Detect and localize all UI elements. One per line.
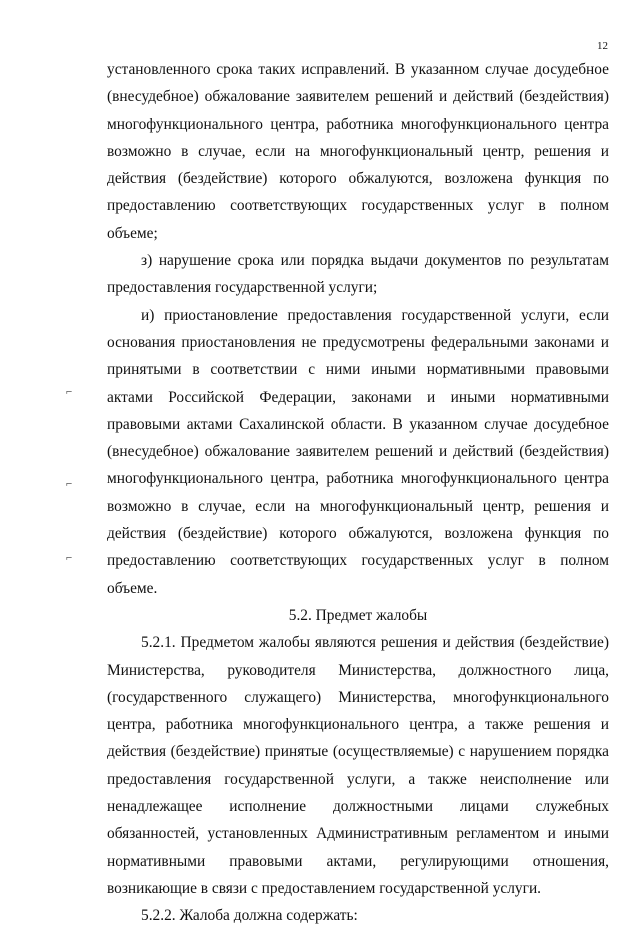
paragraph-5-2-2: 5.2.2. Жалоба должна содержать: [141, 907, 358, 925]
section-heading: 5.2. Предмет жалобы [288, 606, 428, 624]
page-number: 12 [597, 40, 608, 52]
margin-mark: ⌐ [66, 478, 73, 490]
document-body [107, 56, 609, 930]
margin-mark: ⌐ [66, 552, 73, 564]
paragraph-continuation: установленного срока таких исправлений. В указанном случае досудебное (внесудебное) обжалование заявителем решений и действий (бездействия) многофункционального центра, работника многофункционального центра возможно в случае, если на многофункциональный центр, решения и действия (бездействие) которого обжалуются, возложена функция по предоставлению соответствующих государственных услуг в полном объеме; [107, 61, 609, 242]
paragraph-item-i: и) приостановление предоставления государственной услуги, если основания приостановления не предусмотрены федеральными законами и принятыми в соответствии с ними иными нормативными правовыми актами Российской Федерации, законами и иными нормативными правовыми актами Сахалинской области. В указанном случае досудебное (внесудебное) обжалование заявителем решений и действий (бездействия) многофункционального центра, работника многофункционального центра возможно в случае, если на многофункциональный центр, решения и действия (бездействие) которого обжалуются, возложена функция по предоставлению соответствующих государственных услуг в полном объеме. [107, 306, 609, 597]
paragraph-5-2-1: 5.2.1. Предметом жалобы являются решения и действия (бездействие) Министерства, руководителя Министерства, должностного лица, (государственного служащего) Министерства, многофункционального центра, работника многофункционального центра, а также решения и действия (бездействие) принятые (осуществляемые) с нарушением порядка предоставления государственной услуги, а также неисполнение или ненадлежащее исполнение должностными лицами служебных обязанностей, установленных Административным регламентом и иными нормативными правовыми актами, регулирующими отношения, возникающие в связи с предоставлением государственной услуги. [107, 634, 609, 897]
margin-mark: ⌐ [66, 386, 73, 398]
paragraph-item-z: з) нарушение срока или порядка выдачи документов по результатам предоставления государственной услуги; [107, 252, 609, 297]
